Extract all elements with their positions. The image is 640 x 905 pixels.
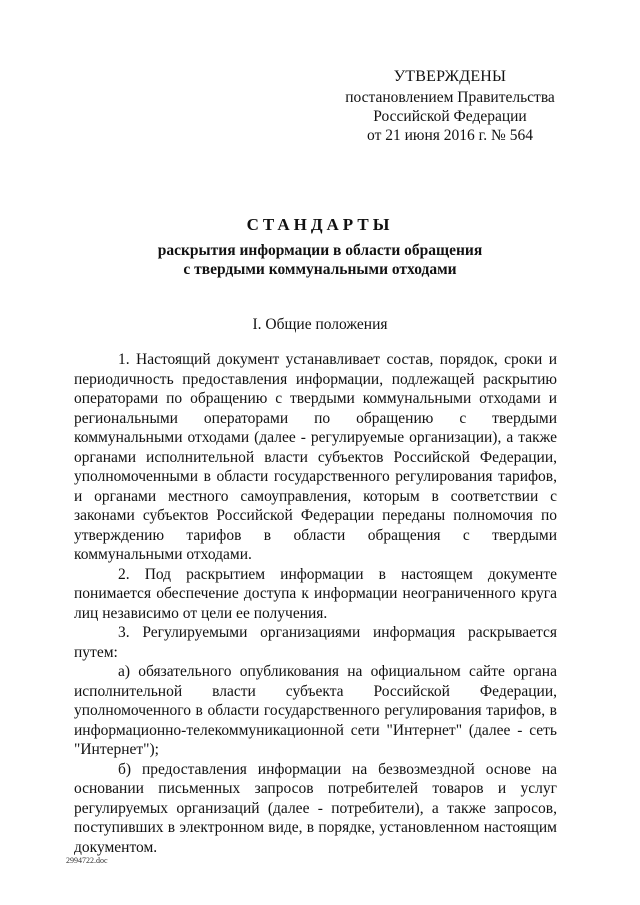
subtitle-line-1: раскрытия информации в области обращения [157,242,483,259]
footer-file-code: 2994722.doc [66,856,108,865]
paragraph-3b: б) предоставления информации на безвозмездной основе на основании письменных запросов потребителей товаров и услуг регулируемых организаций (далее - потребители), а также запросов, поступивших в электронном виде, в порядке, установленном настоящим документом. [74,760,557,856]
approval-line-3: от 21 июня 2016 г. № 564 [367,127,533,144]
document-subtitle [0,241,640,279]
approval-block [330,68,570,145]
paragraph-1: 1. Настоящий документ устанавливает состав, порядок, сроки и периодичность предоставления информации, подлежащей раскрытию операторами по обращению с твердыми коммунальными отходами и региональными операторами по обращению с твердыми коммунальными отходами (далее - регулируемые организации), а также органами исполнительной власти субъектов Российской Федерации, уполномоченными в области государственного регулирования тарифов, и органами местного самоуправления, которым в соответствии с законами субъектов Российской Федерации переданы полномочия по утверждению тарифов в области обращения с твердыми коммунальными отходами. [74,351,557,563]
subtitle-line-2: с твердыми коммунальными отходами [183,261,457,278]
paragraph-3: 3. Регулируемыми организациями информация раскрывается путем: [74,624,557,661]
document-title: СТАНДАРТЫ [246,215,394,234]
approval-line-1: постановлением Правительства [345,89,555,106]
paragraph-3a: а) обязательного опубликования на официальном сайте органа исполнительной власти субъекта Российской Федерации, уполномоченного в области государственного регулирования тарифов, в информационно-телекоммуникационной сети "Интернет" (далее - сеть "Интернет"); [74,663,557,758]
approval-heading: УТВЕРЖДЕНЫ [393,68,507,85]
document-body [74,350,557,857]
paragraph-2: 2. Под раскрытием информации в настоящем документе понимается обеспечение доступа к информации неограниченного круга лиц независимо от цели ее получения. [74,565,557,622]
approval-line-2: Российской Федерации [373,108,527,125]
section-heading: I. Общие положения [252,316,388,333]
